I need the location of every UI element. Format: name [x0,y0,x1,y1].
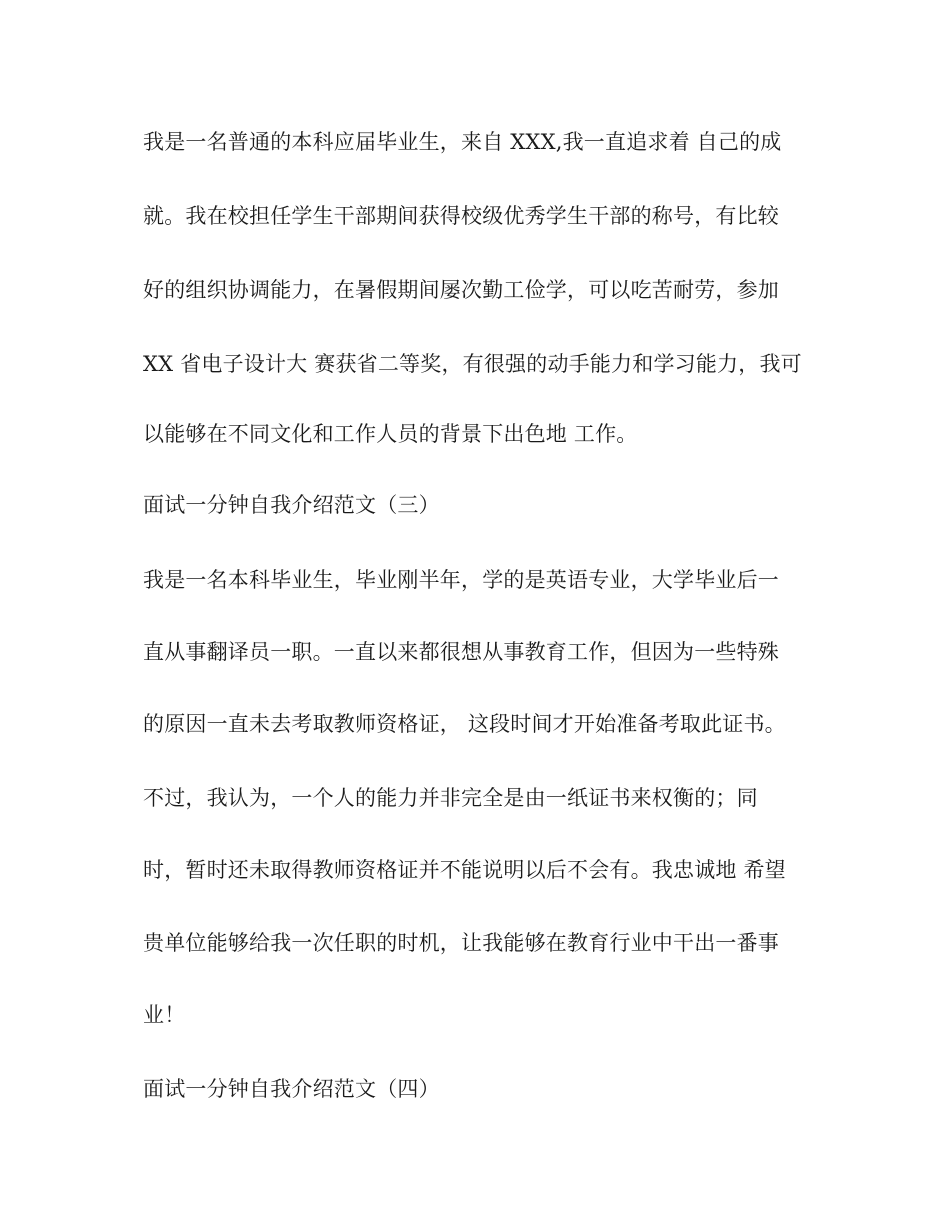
paragraph-line: 我是一名普通的本科应届毕业生，来自 XXX,我一直追求着 自己的成 [143,130,782,154]
paragraph-line: 不过，我认为，一个人的能力并非完全是由一纸证书来权衡的；同 [143,786,758,810]
paragraph-line: 就。我在校担任学生干部期间获得校级优秀学生干部的称号，有比较 [143,204,779,228]
paragraph-line: 业！ [143,1003,186,1027]
paragraph-line: 贵单位能够给我一次任职的时机，让我能够在教育行业中干出一番事 [143,931,779,955]
paragraph-line: 以能够在不同文化和工作人员的背景下出色地 工作。 [143,422,638,446]
section-heading: 面试一分钟自我介绍范文（四） [143,1077,440,1101]
paragraph-line: 我是一名本科毕业生，毕业刚半年，学的是英语专业，大学毕业后一 [143,568,779,592]
paragraph-line: 的原因一直未去考取教师资格证， 这段时间才开始准备考取此证书。 [143,712,786,736]
paragraph-line: 直从事翻译员一职。一直以来都很想从事教育工作，但因为一些特殊 [143,640,779,664]
section-heading: 面试一分钟自我介绍范文（三） [143,493,440,517]
paragraph-line: XX 省电子设计大 赛获省二等奖，有很强的动手能力和学习能力，我可 [143,352,802,376]
paragraph-line: 时，暂时还未取得教师资格证并不能说明以后不会有。我忠诚地 希望 [143,858,786,882]
paragraph-line: 好的组织协调能力，在暑假期间屡次勤工俭学，可以吃苦耐劳，参加 [143,278,779,302]
